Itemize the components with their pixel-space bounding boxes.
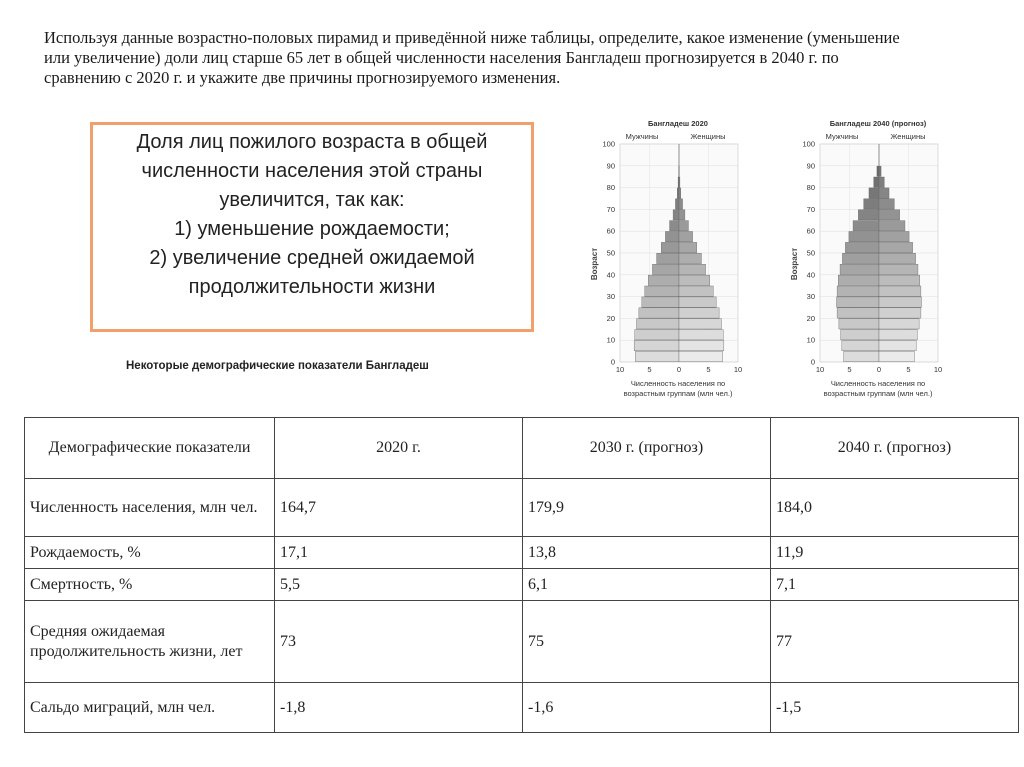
- bar-men: [844, 351, 879, 361]
- y-tick-label: 50: [606, 248, 615, 258]
- bar-women: [879, 232, 909, 242]
- bar-men: [869, 188, 879, 198]
- y-tick-label: 100: [802, 139, 815, 149]
- bar-men: [645, 286, 679, 296]
- bar-men: [837, 297, 879, 307]
- table-cell: 75: [522, 601, 770, 683]
- bar-men: [675, 199, 679, 209]
- bar-women: [679, 221, 688, 231]
- bar-women: [879, 275, 920, 285]
- x-axis-label: Численность населения по: [830, 379, 926, 388]
- y-ticks: [802, 140, 815, 367]
- women-label: Женщины: [890, 132, 926, 141]
- bar-women: [879, 253, 916, 263]
- pyramid-title: Бангладеш 2040 (прогноз): [829, 119, 927, 128]
- table-cell: Средняя ожидаемая продолжительность жизни, лет: [25, 601, 275, 683]
- bar-men: [864, 199, 879, 209]
- x-tick-label: 10: [933, 365, 943, 374]
- question-text: Используя данные возрастно-половых пирамид и приведённой ниже таблицы, определите, какое изменение (уменьшение или увеличение) доли лиц старше 65 лет в общей численности населения Бангладеш прогнозируется в 2040 г. по сравнению с 2020 г. и укажите две причины прогнозируемого изменения.: [44, 28, 900, 87]
- x-ticks: [616, 365, 742, 374]
- y-tick-label: 60: [806, 226, 815, 236]
- y-tick-label: 20: [806, 313, 815, 323]
- bar-men: [837, 286, 879, 296]
- bar-women: [679, 177, 680, 187]
- bar-men: [839, 319, 879, 329]
- pyramid-2040: [778, 114, 958, 414]
- table-row: [25, 569, 1019, 601]
- table-header: Демографические показатели: [25, 418, 275, 479]
- women-label: Женщины: [690, 132, 726, 141]
- table-row: [25, 479, 1019, 537]
- table-cell: -1,5: [770, 683, 1018, 733]
- answer-line: 1) уменьшение рождаемости;: [174, 218, 450, 240]
- y-tick-label: 90: [806, 161, 815, 171]
- table-cell: -1,8: [275, 683, 523, 733]
- bar-women: [879, 286, 921, 296]
- bar-men: [665, 232, 679, 242]
- table-header: 2020 г.: [275, 418, 523, 479]
- table-header: 2030 г. (прогноз): [522, 418, 770, 479]
- men-label: Мужчины: [825, 132, 859, 141]
- bar-women: [679, 319, 721, 329]
- y-tick-label: 40: [606, 270, 615, 280]
- bar-men: [642, 297, 679, 307]
- y-tick-label: 80: [606, 183, 615, 193]
- bar-women: [679, 232, 693, 242]
- x-axis-label: Численность населения по: [630, 379, 726, 388]
- bar-men: [639, 308, 679, 318]
- y-tick-label: 30: [806, 292, 815, 302]
- table-cell: 184,0: [770, 479, 1018, 537]
- bar-women: [879, 264, 918, 274]
- table-header-row: [25, 418, 1019, 479]
- bar-men: [648, 275, 679, 285]
- y-tick-label: 0: [810, 357, 815, 367]
- table-cell: Смертность, %: [25, 569, 275, 601]
- x-tick-label: 5: [647, 365, 652, 374]
- table-row: [25, 683, 1019, 733]
- bar-women: [679, 264, 706, 274]
- bar-men: [838, 275, 879, 285]
- bar-women: [879, 330, 917, 340]
- y-tick-label: 10: [806, 335, 815, 345]
- bar-women: [679, 253, 701, 263]
- table-cell: 11,9: [770, 537, 1018, 569]
- table-caption: Некоторые демографические показатели Бангладеш: [126, 360, 429, 372]
- bar-men: [677, 188, 679, 198]
- table-row: [25, 601, 1019, 683]
- bar-men: [670, 221, 679, 231]
- bar-men: [849, 232, 879, 242]
- bar-men: [652, 264, 679, 274]
- bar-men: [635, 330, 679, 340]
- bar-women: [679, 297, 716, 307]
- answer-line: численности населения этой страны: [141, 160, 483, 182]
- answer-box: [90, 122, 534, 332]
- table-row: [25, 537, 1019, 569]
- x-tick-label: 0: [876, 365, 882, 374]
- bar-men: [845, 242, 879, 252]
- bar-women: [679, 199, 683, 209]
- bar-women: [679, 210, 685, 220]
- bar-men: [858, 210, 879, 220]
- bar-women: [679, 286, 713, 296]
- y-tick-label: 90: [606, 161, 615, 171]
- table-cell: 6,1: [522, 569, 770, 601]
- answer-line: 2) увеличение средней ожидаемой: [149, 247, 475, 269]
- bar-women: [879, 319, 919, 329]
- y-tick-label: 70: [606, 204, 615, 214]
- y-tick-label: 50: [806, 248, 815, 258]
- bar-women: [679, 330, 723, 340]
- x-tick-label: 10: [815, 365, 825, 374]
- table-cell: 5,5: [275, 569, 523, 601]
- x-tick-label: 5: [706, 365, 711, 374]
- bar-men: [634, 341, 679, 351]
- x-axis-label: возрастным группам (млн чел.): [823, 389, 933, 398]
- pyramid-2040-svg: [778, 114, 958, 414]
- table-cell: 7,1: [770, 569, 1018, 601]
- bar-men: [673, 210, 679, 220]
- bar-women: [879, 199, 894, 209]
- y-tick-label: 70: [806, 204, 815, 214]
- bar-men: [842, 253, 879, 263]
- bar-women: [879, 242, 913, 252]
- y-tick-label: 40: [806, 270, 815, 280]
- grid: [820, 144, 938, 362]
- table-header: 2040 г. (прогноз): [770, 418, 1018, 479]
- bar-women: [879, 177, 884, 187]
- table-cell: 73: [275, 601, 523, 683]
- bar-men: [637, 319, 679, 329]
- table-cell: 164,7: [275, 479, 523, 537]
- answer-line: Доля лиц пожилого возраста в общей: [136, 131, 488, 153]
- table-cell: 17,1: [275, 537, 523, 569]
- y-axis-label: Возраст: [590, 247, 599, 281]
- table-cell: 77: [770, 601, 1018, 683]
- bar-men: [635, 351, 679, 361]
- y-tick-label: 80: [806, 183, 815, 193]
- bar-men: [877, 166, 879, 176]
- table-cell: Рождаемость, %: [25, 537, 275, 569]
- table-cell: Численность населения, млн чел.: [25, 479, 275, 537]
- y-axis-label: Возраст: [790, 247, 799, 281]
- y-tick-label: 0: [610, 357, 615, 367]
- answer-line: продолжительности жизни: [188, 276, 436, 298]
- x-tick-label: 10: [733, 365, 743, 374]
- bar-women: [879, 210, 900, 220]
- bar-men: [661, 242, 679, 252]
- bar-men: [853, 221, 879, 231]
- bar-men: [837, 308, 879, 318]
- y-tick-label: 30: [606, 292, 615, 302]
- y-ticks: [602, 140, 615, 367]
- pyramid-2020-svg: [578, 114, 758, 414]
- table-cell: -1,6: [522, 683, 770, 733]
- x-tick-label: 0: [676, 365, 682, 374]
- bar-women: [879, 297, 921, 307]
- bar-women: [679, 341, 724, 351]
- y-tick-label: 60: [606, 226, 615, 236]
- bar-men: [841, 330, 879, 340]
- table-cell: 179,9: [522, 479, 770, 537]
- men-label: Мужчины: [625, 132, 659, 141]
- bar-men: [657, 253, 679, 263]
- bar-women: [679, 275, 710, 285]
- y-tick-label: 10: [606, 335, 615, 345]
- bar-women: [879, 166, 881, 176]
- bar-women: [879, 351, 914, 361]
- bar-women: [879, 308, 921, 318]
- bar-men: [874, 177, 879, 187]
- answer-line: увеличится, так как:: [219, 189, 405, 211]
- x-tick-label: 5: [847, 365, 852, 374]
- table-cell: 13,8: [522, 537, 770, 569]
- table-cell: Сальдо миграций, млн чел.: [25, 683, 275, 733]
- pyramid-title: Бангладеш 2020: [648, 119, 708, 128]
- bar-women: [879, 221, 905, 231]
- demographics-table: [24, 417, 1019, 733]
- bar-women: [679, 308, 719, 318]
- x-ticks: [816, 365, 942, 374]
- bar-women: [879, 188, 889, 198]
- x-axis-label: возрастным группам (млн чел.): [623, 389, 733, 398]
- y-tick-label: 20: [606, 313, 615, 323]
- bar-men: [840, 264, 879, 274]
- x-tick-label: 5: [906, 365, 911, 374]
- bar-women: [679, 188, 681, 198]
- y-tick-label: 100: [602, 139, 615, 149]
- bar-women: [679, 351, 723, 361]
- grid: [620, 144, 738, 362]
- pyramid-2020: [578, 114, 758, 414]
- bar-men: [842, 341, 879, 351]
- bar-women: [679, 242, 697, 252]
- bar-women: [879, 341, 916, 351]
- x-tick-label: 10: [615, 365, 625, 374]
